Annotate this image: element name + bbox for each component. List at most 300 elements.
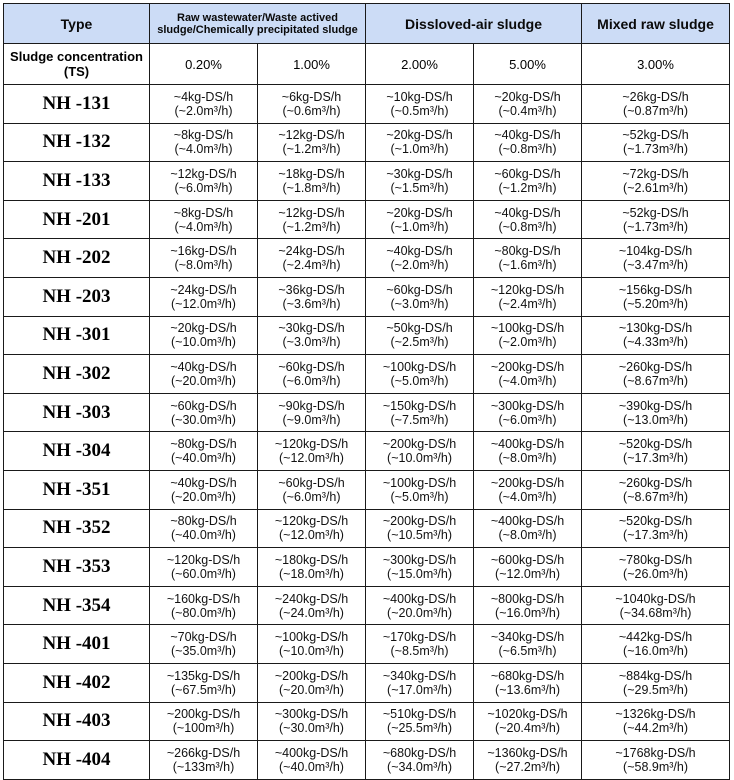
capacity-cell [258, 586, 366, 625]
capacity-cell [150, 393, 258, 432]
model-name [4, 470, 150, 509]
table-row [4, 277, 730, 316]
capacity-cell [258, 239, 366, 278]
capacity-value: ~120kg-DS/h [274, 514, 349, 529]
capacity-value: ~390kg-DS/h [618, 398, 693, 413]
flow-value: (~8.0m³/h) [498, 528, 557, 543]
capacity-value: ~1040kg-DS/h [615, 591, 696, 606]
capacity-cell [582, 239, 730, 278]
capacity-value: ~104kg-DS/h [618, 244, 693, 259]
flow-value: (~0.4m³/h) [498, 103, 557, 118]
flow-value: (~24.0m³/h) [279, 605, 344, 620]
flow-value: (~10.0m³/h) [387, 451, 452, 466]
header-mixed-raw: Mixed raw sludge [582, 4, 730, 44]
capacity-value: ~800kg-DS/h [490, 591, 565, 606]
capacity-value: ~520kg-DS/h [618, 514, 693, 529]
capacity-value: ~100kg-DS/h [274, 630, 349, 645]
flow-value: (~16.0m³/h) [495, 605, 560, 620]
flow-value: (~2.4m³/h) [282, 258, 341, 273]
capacity-value: ~780kg-DS/h [618, 552, 693, 567]
capacity-cell [582, 702, 730, 741]
capacity-value: ~20kg-DS/h [494, 89, 561, 104]
flow-value: (~4.0m³/h) [174, 219, 233, 234]
model-name [4, 239, 150, 278]
capacity-value: ~200kg-DS/h [490, 475, 565, 490]
capacity-value: ~884kg-DS/h [618, 668, 693, 683]
capacity-value: ~160kg-DS/h [166, 591, 241, 606]
capacity-cell [366, 586, 474, 625]
header-type: Type [4, 4, 150, 44]
model-name [4, 123, 150, 162]
flow-value: (~29.5m³/h) [623, 682, 688, 697]
capacity-value: ~1768kg-DS/h [615, 745, 696, 760]
flow-value: (~26.0m³/h) [623, 566, 688, 581]
capacity-value: ~40kg-DS/h [494, 205, 561, 220]
model-name [4, 509, 150, 548]
model-name-text: NH -203 [42, 285, 111, 307]
capacity-cell [474, 625, 582, 664]
flow-value: (~1.73m³/h) [623, 142, 688, 157]
header-row [4, 4, 730, 44]
flow-value: (~20.0m³/h) [387, 605, 452, 620]
capacity-cell [150, 586, 258, 625]
capacity-cell [582, 316, 730, 355]
table-row [4, 432, 730, 471]
capacity-value: ~24kg-DS/h [278, 244, 345, 259]
flow-value: (~6.0m³/h) [282, 373, 341, 388]
flow-value: (~0.8m³/h) [498, 142, 557, 157]
sludge-capacity-table [3, 3, 730, 780]
flow-value: (~34.0m³/h) [387, 759, 452, 774]
flow-value: (~13.0m³/h) [623, 412, 688, 427]
table-row [4, 625, 730, 664]
model-name [4, 548, 150, 587]
model-name [4, 85, 150, 124]
capacity-cell [150, 123, 258, 162]
capacity-value: ~130kg-DS/h [618, 321, 693, 336]
flow-value: (~12.0m³/h) [171, 296, 236, 311]
capacity-cell [150, 432, 258, 471]
flow-value: (~1.8m³/h) [282, 180, 341, 195]
capacity-cell [150, 509, 258, 548]
capacity-value: ~170kg-DS/h [382, 630, 457, 645]
capacity-cell [258, 200, 366, 239]
capacity-value: ~300kg-DS/h [490, 398, 565, 413]
capacity-cell [150, 702, 258, 741]
capacity-cell [474, 741, 582, 780]
flow-value: (~1.0m³/h) [390, 142, 449, 157]
capacity-cell [582, 741, 730, 780]
capacity-cell [474, 355, 582, 394]
model-name-text: NH -131 [42, 92, 111, 114]
table-row [4, 586, 730, 625]
capacity-value: ~400kg-DS/h [490, 437, 565, 452]
capacity-value: ~510kg-DS/h [382, 707, 457, 722]
capacity-value: ~200kg-DS/h [382, 437, 457, 452]
flow-value: (~0.8m³/h) [498, 219, 557, 234]
capacity-cell [582, 200, 730, 239]
capacity-value: ~300kg-DS/h [274, 707, 349, 722]
capacity-value: ~120kg-DS/h [274, 437, 349, 452]
capacity-value: ~26kg-DS/h [622, 89, 689, 104]
capacity-cell [366, 355, 474, 394]
capacity-cell [582, 470, 730, 509]
capacity-cell [258, 316, 366, 355]
capacity-value: ~1360kg-DS/h [487, 745, 568, 760]
flow-value: (~0.87m³/h) [623, 103, 688, 118]
flow-value: (~1.2m³/h) [282, 142, 341, 157]
flow-value: (~2.0m³/h) [498, 335, 557, 350]
model-name [4, 277, 150, 316]
flow-value: (~58.9m³/h) [623, 759, 688, 774]
capacity-cell [582, 509, 730, 548]
capacity-cell [366, 123, 474, 162]
capacity-value: ~40kg-DS/h [386, 244, 453, 259]
flow-value: (~12.0m³/h) [495, 566, 560, 581]
flow-value: (~40.0m³/h) [171, 528, 236, 543]
model-name-text: NH -303 [42, 401, 111, 423]
capacity-value: ~80kg-DS/h [170, 437, 237, 452]
flow-value: (~8.0m³/h) [498, 451, 557, 466]
flow-value: (~4.0m³/h) [174, 142, 233, 157]
capacity-cell [474, 200, 582, 239]
flow-value: (~5.0m³/h) [390, 489, 449, 504]
capacity-cell [474, 470, 582, 509]
capacity-value: ~8kg-DS/h [173, 205, 234, 220]
capacity-cell [150, 316, 258, 355]
flow-value: (~6.0m³/h) [282, 489, 341, 504]
capacity-value: ~8kg-DS/h [173, 128, 234, 143]
model-name-text: NH -302 [42, 362, 111, 384]
flow-value: (~0.5m³/h) [390, 103, 449, 118]
capacity-value: ~180kg-DS/h [274, 552, 349, 567]
table-body [4, 85, 730, 780]
header-raw-wastewater: Raw wastewater/Waste actived sludge/Chemically precipitated sludge [150, 4, 366, 44]
capacity-value: ~20kg-DS/h [386, 205, 453, 220]
capacity-value: ~12kg-DS/h [278, 128, 345, 143]
flow-value: (~1.5m³/h) [390, 180, 449, 195]
capacity-value: ~80kg-DS/h [494, 244, 561, 259]
capacity-cell [258, 548, 366, 587]
capacity-cell [474, 548, 582, 587]
model-name-text: NH -403 [42, 710, 111, 732]
capacity-cell [258, 663, 366, 702]
capacity-cell [258, 162, 366, 201]
model-name-text: NH -304 [42, 440, 111, 462]
capacity-cell [150, 625, 258, 664]
capacity-value: ~90kg-DS/h [278, 398, 345, 413]
capacity-cell [474, 85, 582, 124]
flow-value: (~40.0m³/h) [171, 451, 236, 466]
model-name [4, 625, 150, 664]
flow-value: (~10.0m³/h) [279, 644, 344, 659]
capacity-value: ~60kg-DS/h [494, 166, 561, 181]
capacity-cell [258, 393, 366, 432]
capacity-value: ~72kg-DS/h [622, 166, 689, 181]
capacity-cell [582, 277, 730, 316]
capacity-value: ~18kg-DS/h [278, 166, 345, 181]
capacity-cell [150, 663, 258, 702]
capacity-cell [258, 85, 366, 124]
concentration-value: 1.00% [258, 44, 366, 85]
capacity-value: ~600kg-DS/h [490, 552, 565, 567]
concentration-value: 5.00% [474, 44, 582, 85]
capacity-value: ~400kg-DS/h [382, 591, 457, 606]
table-row [4, 509, 730, 548]
capacity-cell [150, 162, 258, 201]
capacity-value: ~30kg-DS/h [386, 166, 453, 181]
flow-value: (~25.5m³/h) [387, 721, 452, 736]
capacity-cell [258, 741, 366, 780]
flow-value: (~27.2m³/h) [495, 759, 560, 774]
table-row [4, 355, 730, 394]
capacity-value: ~60kg-DS/h [170, 398, 237, 413]
header-dissolved-air: Dissloved-air sludge [366, 4, 582, 44]
table-row [4, 663, 730, 702]
model-name-text: NH -351 [42, 478, 111, 500]
capacity-value: ~442kg-DS/h [618, 630, 693, 645]
table-row [4, 702, 730, 741]
capacity-cell [474, 663, 582, 702]
capacity-value: ~340kg-DS/h [490, 630, 565, 645]
capacity-cell [582, 432, 730, 471]
model-name-text: NH -132 [42, 131, 111, 153]
capacity-value: ~520kg-DS/h [618, 437, 693, 452]
capacity-cell [474, 316, 582, 355]
capacity-cell [582, 663, 730, 702]
flow-value: (~7.5m³/h) [390, 412, 449, 427]
flow-value: (~3.0m³/h) [390, 296, 449, 311]
flow-value: (~2.61m³/h) [623, 180, 688, 195]
flow-value: (~4.0m³/h) [498, 373, 557, 388]
table-row [4, 200, 730, 239]
model-name [4, 316, 150, 355]
capacity-cell [474, 277, 582, 316]
flow-value: (~3.47m³/h) [623, 258, 688, 273]
flow-value: (~20.0m³/h) [279, 682, 344, 697]
capacity-cell [366, 702, 474, 741]
flow-value: (~6.5m³/h) [498, 644, 557, 659]
flow-value: (~17.3m³/h) [623, 528, 688, 543]
table-row [4, 162, 730, 201]
capacity-cell [582, 162, 730, 201]
model-name [4, 393, 150, 432]
table-row [4, 85, 730, 124]
capacity-cell [582, 123, 730, 162]
capacity-cell [150, 355, 258, 394]
capacity-value: ~200kg-DS/h [490, 359, 565, 374]
flow-value: (~60.0m³/h) [171, 566, 236, 581]
capacity-value: ~40kg-DS/h [494, 128, 561, 143]
flow-value: (~10.0m³/h) [171, 335, 236, 350]
model-name [4, 586, 150, 625]
flow-value: (~40.0m³/h) [279, 759, 344, 774]
capacity-value: ~200kg-DS/h [274, 668, 349, 683]
model-name-text: NH -202 [42, 247, 111, 269]
capacity-value: ~60kg-DS/h [278, 475, 345, 490]
capacity-value: ~16kg-DS/h [170, 244, 237, 259]
capacity-cell [366, 663, 474, 702]
flow-value: (~16.0m³/h) [623, 644, 688, 659]
capacity-cell [474, 239, 582, 278]
flow-value: (~20.0m³/h) [171, 373, 236, 388]
flow-value: (~12.0m³/h) [279, 528, 344, 543]
flow-value: (~1.2m³/h) [498, 180, 557, 195]
capacity-value: ~340kg-DS/h [382, 668, 457, 683]
capacity-value: ~52kg-DS/h [622, 205, 689, 220]
table-row [4, 470, 730, 509]
capacity-cell [258, 702, 366, 741]
model-name-text: NH -201 [42, 208, 111, 230]
flow-value: (~12.0m³/h) [279, 451, 344, 466]
capacity-value: ~36kg-DS/h [278, 282, 345, 297]
capacity-cell [150, 548, 258, 587]
capacity-value: ~100kg-DS/h [382, 475, 457, 490]
capacity-value: ~120kg-DS/h [166, 552, 241, 567]
model-name [4, 702, 150, 741]
capacity-value: ~30kg-DS/h [278, 321, 345, 336]
capacity-value: ~260kg-DS/h [618, 359, 693, 374]
model-name-text: NH -301 [42, 324, 111, 346]
flow-value: (~20.4m³/h) [495, 721, 560, 736]
capacity-value: ~60kg-DS/h [386, 282, 453, 297]
capacity-value: ~12kg-DS/h [278, 205, 345, 220]
flow-value: (~35.0m³/h) [171, 644, 236, 659]
capacity-value: ~20kg-DS/h [386, 128, 453, 143]
capacity-value: ~80kg-DS/h [170, 514, 237, 529]
capacity-cell [150, 200, 258, 239]
flow-value: (~1.2m³/h) [282, 219, 341, 234]
capacity-cell [366, 316, 474, 355]
model-name-text: NH -353 [42, 555, 111, 577]
concentration-value: 2.00% [366, 44, 474, 85]
capacity-value: ~266kg-DS/h [166, 745, 241, 760]
concentration-row [4, 44, 730, 85]
model-name [4, 162, 150, 201]
flow-value: (~8.0m³/h) [174, 258, 233, 273]
capacity-cell [366, 548, 474, 587]
capacity-cell [474, 123, 582, 162]
capacity-value: ~52kg-DS/h [622, 128, 689, 143]
capacity-value: ~6kg-DS/h [281, 89, 342, 104]
capacity-cell [150, 277, 258, 316]
capacity-value: ~4kg-DS/h [173, 89, 234, 104]
flow-value: (~1.73m³/h) [623, 219, 688, 234]
capacity-value: ~20kg-DS/h [170, 321, 237, 336]
capacity-cell [366, 432, 474, 471]
model-name [4, 741, 150, 780]
flow-value: (~17.3m³/h) [623, 451, 688, 466]
capacity-value: ~12kg-DS/h [170, 166, 237, 181]
flow-value: (~9.0m³/h) [282, 412, 341, 427]
flow-value: (~20.0m³/h) [171, 489, 236, 504]
model-name-text: NH -354 [42, 594, 111, 616]
capacity-cell [582, 586, 730, 625]
table-row [4, 393, 730, 432]
flow-value: (~17.0m³/h) [387, 682, 452, 697]
capacity-value: ~50kg-DS/h [386, 321, 453, 336]
capacity-cell [582, 355, 730, 394]
model-name [4, 355, 150, 394]
model-name [4, 200, 150, 239]
model-name-text: NH -404 [42, 748, 111, 770]
capacity-cell [366, 741, 474, 780]
table-row [4, 316, 730, 355]
capacity-cell [582, 85, 730, 124]
concentration-value: 3.00% [582, 44, 730, 85]
flow-value: (~44.2m³/h) [623, 721, 688, 736]
capacity-cell [366, 239, 474, 278]
flow-value: (~30.0m³/h) [279, 721, 344, 736]
concentration-label: Sludge concentration (TS) [4, 44, 150, 85]
capacity-cell [258, 355, 366, 394]
capacity-cell [474, 586, 582, 625]
flow-value: (~2.0m³/h) [174, 103, 233, 118]
capacity-value: ~200kg-DS/h [166, 707, 241, 722]
model-name-text: NH -352 [42, 517, 111, 539]
flow-value: (~8.67m³/h) [623, 489, 688, 504]
flow-value: (~67.5m³/h) [171, 682, 236, 697]
flow-value: (~5.20m³/h) [623, 296, 688, 311]
capacity-value: ~260kg-DS/h [618, 475, 693, 490]
flow-value: (~2.4m³/h) [498, 296, 557, 311]
flow-value: (~4.33m³/h) [623, 335, 688, 350]
capacity-value: ~156kg-DS/h [618, 282, 693, 297]
capacity-cell [150, 741, 258, 780]
capacity-value: ~40kg-DS/h [170, 475, 237, 490]
flow-value: (~0.6m³/h) [282, 103, 341, 118]
capacity-value: ~100kg-DS/h [382, 359, 457, 374]
flow-value: (~3.6m³/h) [282, 296, 341, 311]
capacity-value: ~400kg-DS/h [274, 745, 349, 760]
model-name-text: NH -402 [42, 671, 111, 693]
capacity-cell [150, 239, 258, 278]
flow-value: (~30.0m³/h) [171, 412, 236, 427]
capacity-cell [366, 85, 474, 124]
model-name-text: NH -401 [42, 633, 111, 655]
capacity-cell [582, 625, 730, 664]
capacity-cell [366, 277, 474, 316]
flow-value: (~34.68m³/h) [619, 605, 692, 620]
capacity-value: ~1020kg-DS/h [487, 707, 568, 722]
capacity-cell [366, 393, 474, 432]
flow-value: (~6.0m³/h) [498, 412, 557, 427]
capacity-cell [258, 277, 366, 316]
flow-value: (~1.0m³/h) [390, 219, 449, 234]
flow-value: (~2.5m³/h) [390, 335, 449, 350]
capacity-value: ~680kg-DS/h [382, 745, 457, 760]
flow-value: (~2.0m³/h) [390, 258, 449, 273]
capacity-cell [258, 625, 366, 664]
flow-value: (~13.6m³/h) [495, 682, 560, 697]
capacity-cell [366, 200, 474, 239]
flow-value: (~10.5m³/h) [387, 528, 452, 543]
capacity-cell [150, 85, 258, 124]
flow-value: (~100m³/h) [172, 721, 235, 736]
capacity-value: ~680kg-DS/h [490, 668, 565, 683]
flow-value: (~5.0m³/h) [390, 373, 449, 388]
capacity-cell [366, 470, 474, 509]
capacity-value: ~24kg-DS/h [170, 282, 237, 297]
capacity-cell [258, 470, 366, 509]
capacity-value: ~40kg-DS/h [170, 359, 237, 374]
flow-value: (~4.0m³/h) [498, 489, 557, 504]
capacity-cell [366, 509, 474, 548]
capacity-cell [150, 470, 258, 509]
capacity-cell [258, 509, 366, 548]
table-row [4, 741, 730, 780]
capacity-value: ~10kg-DS/h [386, 89, 453, 104]
